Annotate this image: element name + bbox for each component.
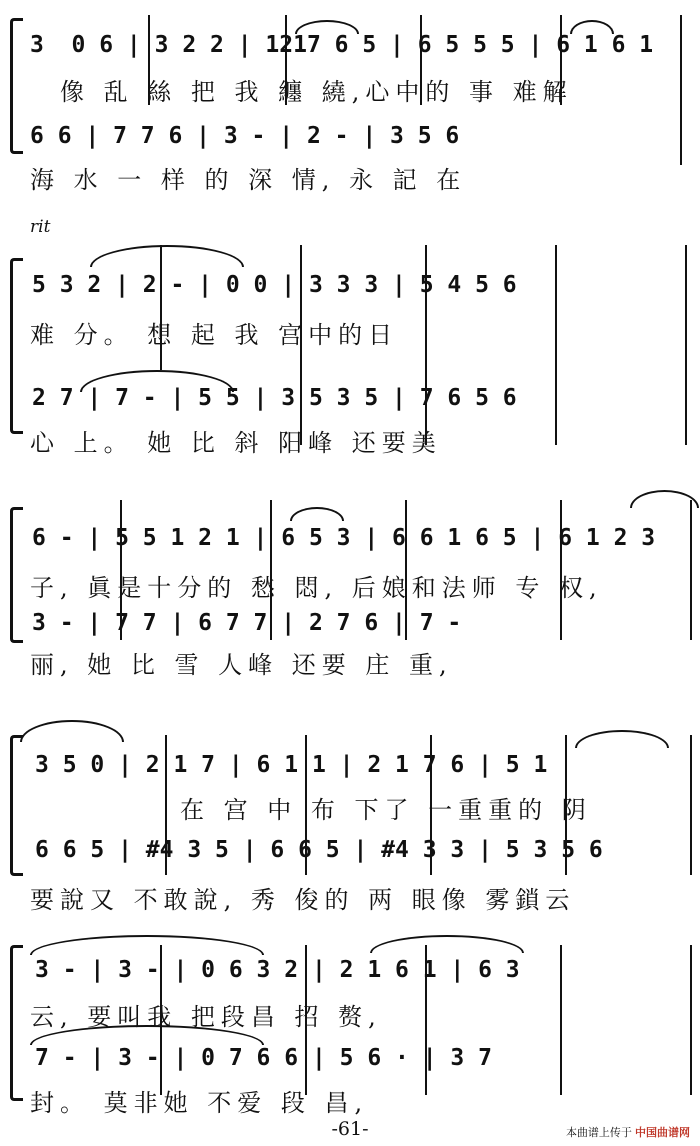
system-brace (10, 507, 23, 643)
barline (690, 945, 692, 1095)
system-brace (10, 735, 23, 876)
footer-brand[interactable]: 中国曲谱网 (635, 1127, 690, 1139)
barline (680, 15, 682, 165)
lower-notes: 7 - | 3 - | 0 7 6 6 | 5 6 · | 3 7 (35, 1045, 492, 1071)
slur (570, 20, 614, 34)
slur (30, 935, 264, 955)
upper-notes: 5 3 2 | 2 - | 0 0 | 3 3 3 | 5 4 5 6 (32, 272, 517, 298)
lower-lyrics: 要說又 不敢說, 秀 俊的 两 眼像 雾鎖云 (30, 886, 576, 914)
slur (630, 490, 699, 508)
upper-lyrics: 云, 要叫我 把段昌 招 赘, (30, 1003, 382, 1031)
lower-lyrics: 封。 莫非她 不爱 段 昌, (30, 1089, 369, 1117)
lower-notes: 6 6 | 7 7 6 | 3 - | 2 - | 3 5 6 (30, 123, 460, 149)
lower-lyrics: 心 上。 她 比 斜 阳峰 还要美 (30, 429, 442, 457)
slur (90, 245, 244, 267)
system-brace (10, 258, 23, 434)
barline (685, 245, 687, 445)
score-system-3 (0, 485, 700, 685)
footer-text: 本曲谱上传于 (565, 1127, 632, 1139)
lower-notes: 2 7 | 7 - | 5 5 | 3 5 3 5 | 7 6 5 6 (32, 385, 517, 411)
barline (690, 735, 692, 875)
page-number: -61- (331, 1118, 369, 1140)
score-system-4 (0, 710, 700, 920)
slur (370, 935, 524, 953)
barline (555, 245, 557, 445)
score-system-2 (0, 215, 700, 455)
barline (560, 945, 562, 1095)
lower-lyrics: 丽, 她 比 雪 人峰 还要 庄 重, (30, 651, 453, 679)
slur (20, 720, 124, 742)
lower-notes: 3 - | 7 7 | 6 7 7 | 2 7 6 | 7 - (32, 610, 462, 636)
upper-lyrics: 子, 眞是十分的 愁 悶, 后娘和法师 专 权, (30, 574, 603, 602)
score-system-5 (0, 925, 700, 1120)
upper-lyrics: 在 宫 中 布 下了 一重重的 阴 (180, 796, 592, 824)
lower-lyrics: 海 水 一 样 的 深 情, 永 記 在 (30, 166, 467, 194)
upper-lyrics: 难 分。 想 起 我 宫中的日 (30, 321, 399, 349)
score-system-1 (0, 0, 700, 194)
slur (295, 20, 359, 34)
slur (290, 507, 344, 521)
system-brace (10, 945, 23, 1101)
upper-notes: 3 - | 3 - | 0 6 3 2 | 2 1 6 1 | 6 3 (35, 957, 520, 983)
upper-notes: 6 - | 5 5 1 2 1 | 6 5 3 | 6 6 1 6 5 | 6 1 2 3 (32, 525, 656, 551)
barline (690, 500, 692, 640)
upper-notes: 3 5 0 | 2 1 7 | 6 1 1 | 2 1 7 6 | 5 1 (35, 752, 548, 778)
system-brace (10, 18, 23, 154)
tempo-mark: rit (30, 217, 51, 237)
lower-notes: 6 6 5 | #4 3 5 | 6 6 5 | #4 3 3 | 5 3 5 6 (35, 837, 603, 863)
slur (80, 370, 234, 392)
upper-lyrics: 像 乱 絲 把 我 纏 繞,心中的 事 难解 (60, 78, 573, 106)
upper-notes: 3 0 6 | 3 2 2 | 1217 6 5 | 6 5 5 5 | 6 1 6 1 (30, 32, 654, 58)
slur (575, 730, 669, 748)
footer-credit (566, 1124, 690, 1140)
